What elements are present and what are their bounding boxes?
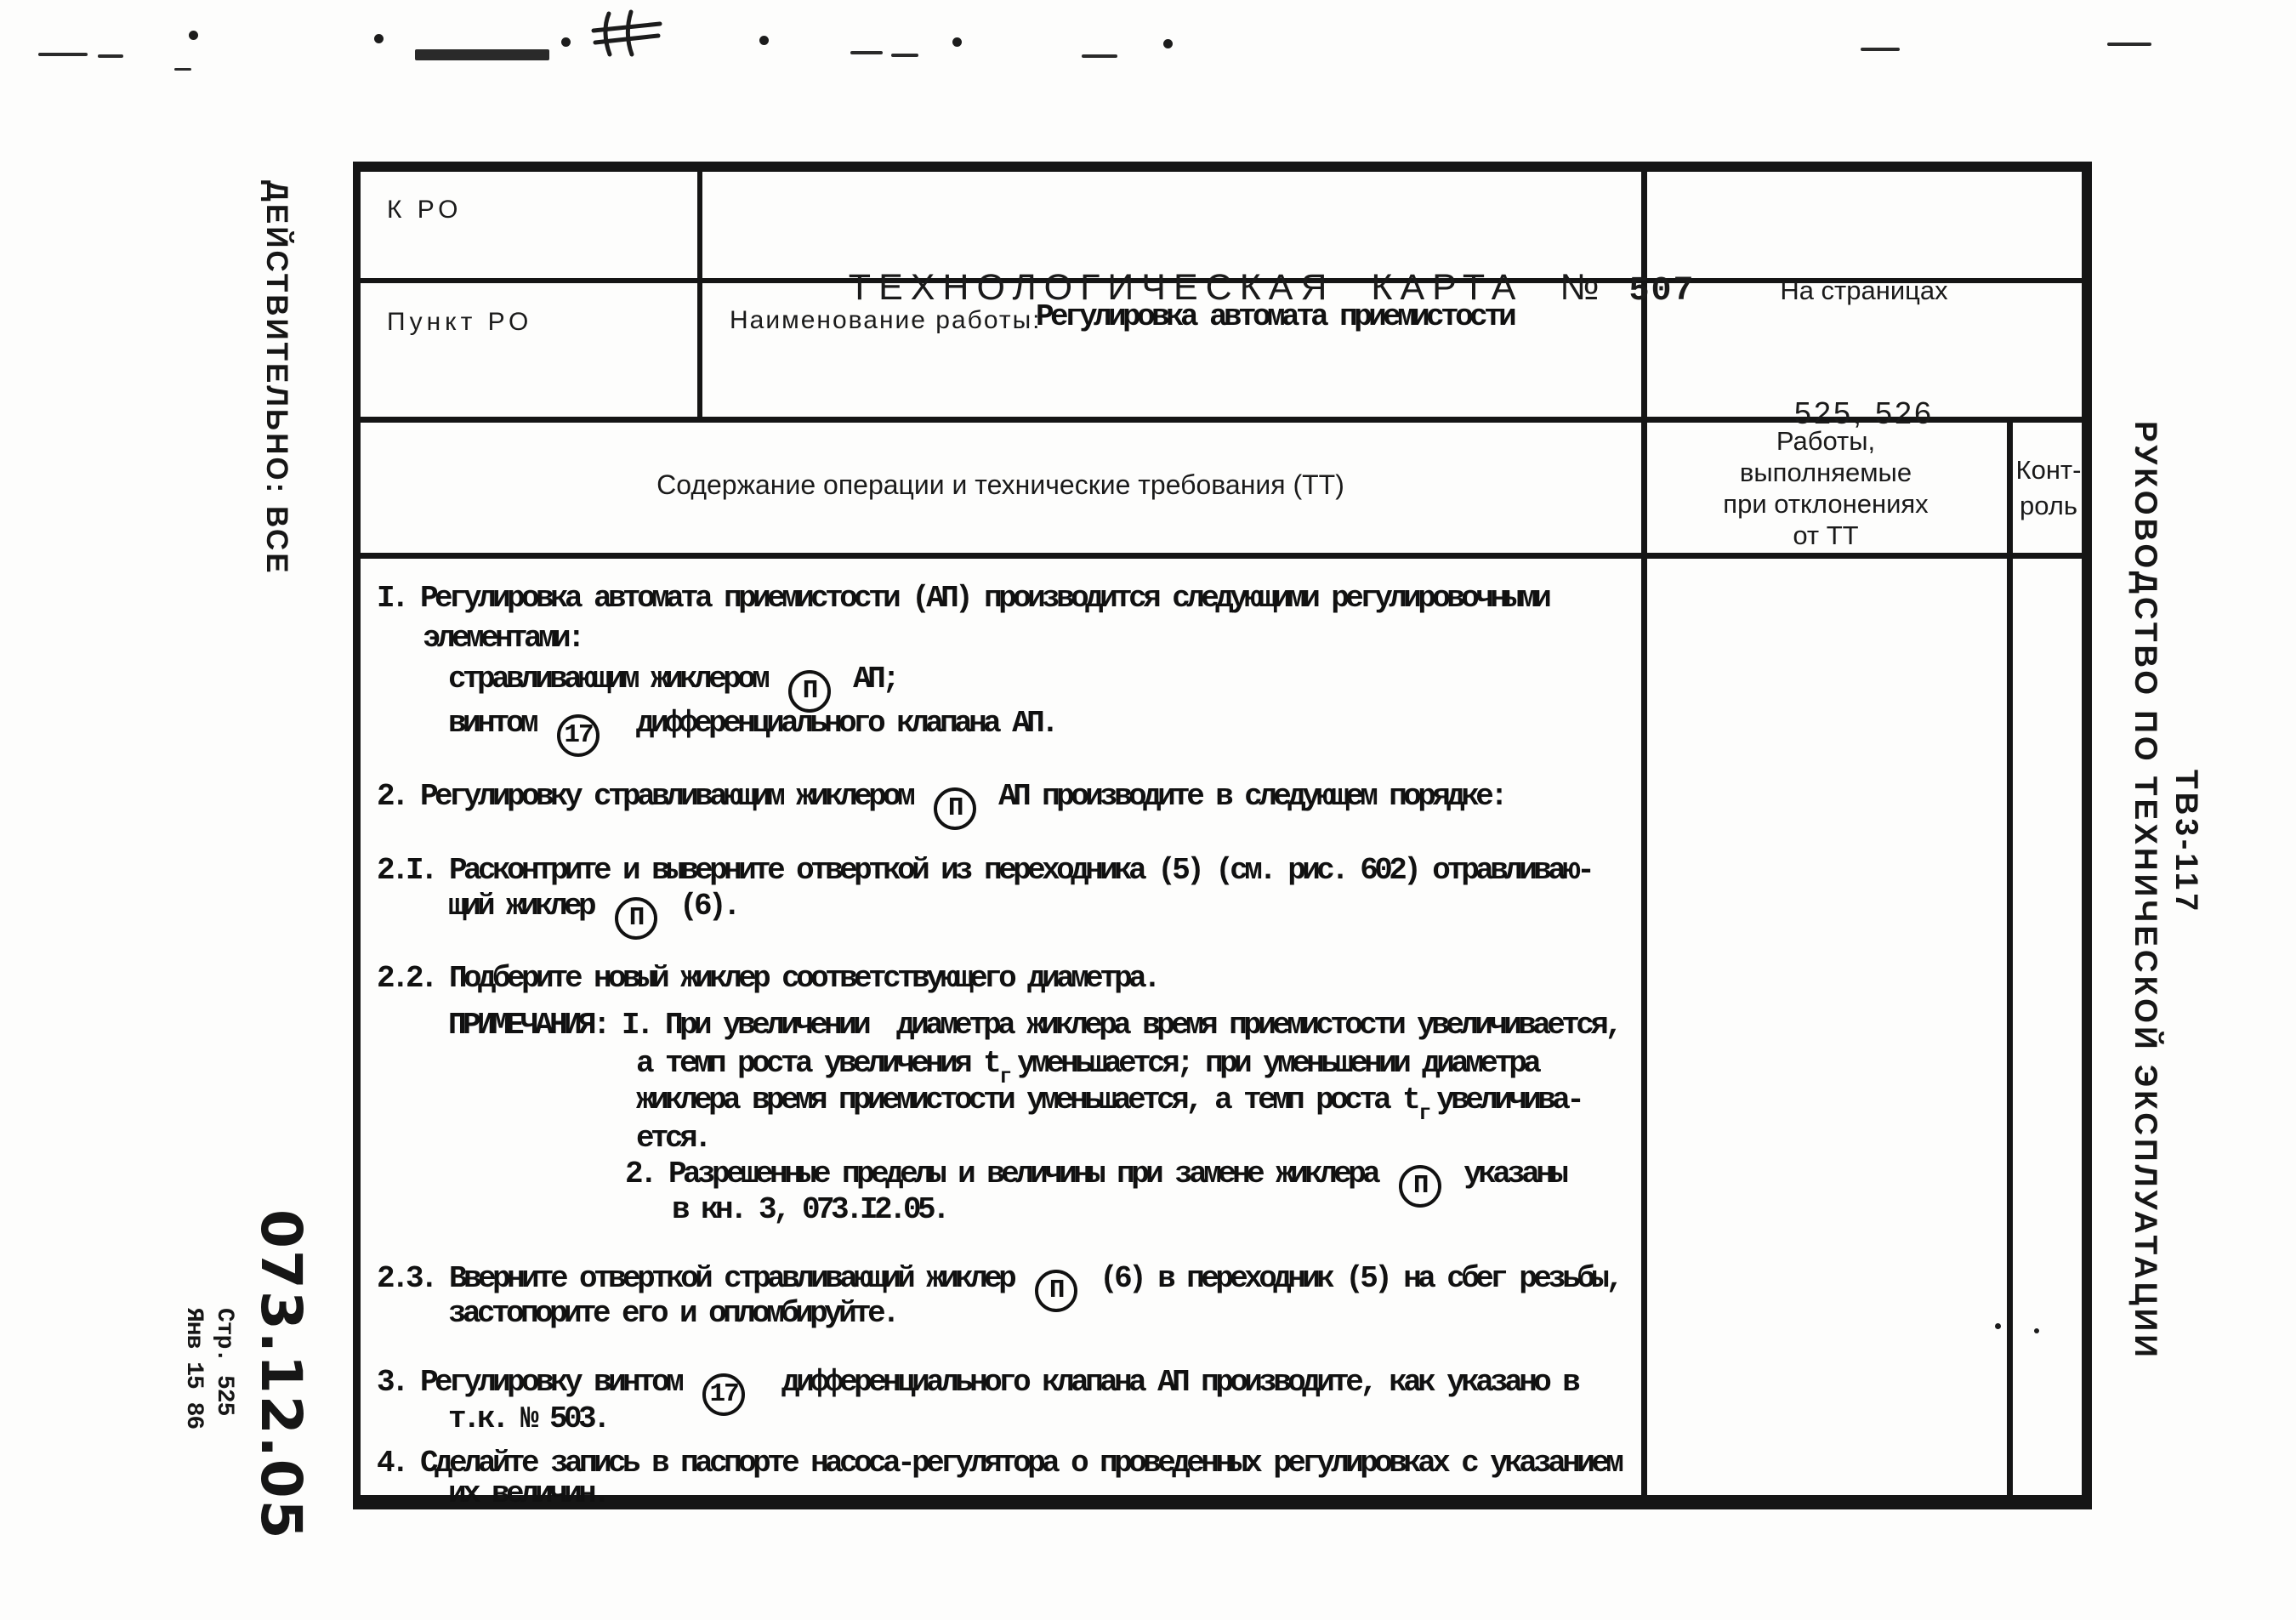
text-run: уменьшается; при уменьшении диаметра [1017, 1046, 1538, 1081]
text-run: 2.3. Вверните отверткой стравливающий жиклер [377, 1261, 1028, 1296]
table-border-top [353, 162, 2092, 172]
text-run: их величин. [448, 1476, 608, 1511]
table-border-left [353, 162, 361, 1509]
content-line [448, 1008, 1619, 1043]
circled-callout: П [1035, 1270, 1077, 1312]
circled-callout: П [615, 897, 657, 940]
content-line [377, 1446, 1620, 1481]
scan-dash [38, 53, 88, 56]
text-run: стравливающим жиклером [448, 662, 781, 696]
text-run: увеличива- [1436, 1083, 1582, 1117]
content-line [448, 1476, 607, 1511]
content-line [377, 853, 1591, 888]
scan-dot [189, 31, 198, 40]
scan-dash [2107, 43, 2151, 46]
table-border-bottom [353, 1495, 2092, 1509]
stamp-engine-model: ТВ3-117 [2169, 770, 2204, 914]
text-run: дифференциального клапана АП. [607, 706, 1056, 741]
circled-callout: П [1399, 1165, 1441, 1208]
card-title-number: 507 [1628, 272, 1696, 310]
stamp-manual-title: РУКОВОДСТВО ПО ТЕХНИЧЕСКОЙ ЭКСПЛУАТАЦИИ [2128, 421, 2163, 1361]
circled-callout: П [934, 787, 976, 830]
column-header-line: от ТТ [1793, 520, 1859, 550]
subscript: г [999, 1065, 1013, 1089]
column-header-deviations [1647, 425, 2004, 551]
scan-dash [891, 54, 918, 57]
subscript: г [1418, 1101, 1432, 1126]
content-line [448, 1296, 896, 1331]
stamp-doc-number: 073.12.05 [248, 1209, 314, 1541]
column-header-control [2009, 452, 2088, 524]
stamp-date: Янв 15 86 [180, 1308, 207, 1430]
content-line [448, 1401, 607, 1436]
column-header-line: Работы, [1776, 426, 1876, 456]
text-run: 4. Сделайте запись в паспорте насоса-регулятора о проведенных регулировках с указанием [377, 1446, 1621, 1481]
column-header-content: Содержание операции и технические требования (ТТ) [656, 469, 1344, 500]
circled-callout: 17 [702, 1373, 745, 1416]
text-run: ПРИМЕЧАНИЯ: I. При увеличении диаметра жиклера время приемистости увеличивается, [448, 1008, 1620, 1043]
column-header-line: выполняемые [1739, 458, 1912, 487]
pages-value: 525, 526 [1793, 395, 1935, 430]
text-run: щий жиклер [448, 889, 608, 924]
table-rule-main-col [1641, 162, 1647, 1509]
table-border-right [2082, 162, 2092, 1509]
scan-dot [952, 37, 962, 47]
text-run: (6). [665, 889, 738, 924]
content-line [636, 1121, 708, 1156]
scan-dash [174, 68, 191, 71]
stamp-validity: ДЕЙСТВИТЕЛЬНО: ВСЕ [260, 180, 293, 576]
text-run: 3. Регулировку винтом [377, 1365, 696, 1400]
scan-dot [561, 37, 571, 47]
pages-label: На страницах [1780, 276, 1948, 305]
column-header-line: Конт- [2015, 455, 2082, 485]
text-run: винтом [448, 706, 550, 741]
scan-dot [759, 36, 769, 45]
text-run: 2.2. Подберите новый жиклер соответствующего диаметра. [377, 961, 1158, 996]
cell-point-ro: Пункт РО [387, 308, 533, 336]
content-line [377, 961, 1157, 996]
scan-dash [850, 51, 883, 54]
text-run: 2. Разрешенные пределы и величины при замене жиклера [625, 1157, 1392, 1191]
text-run: 2. Регулировку стравливающим жиклером [377, 779, 927, 814]
handwritten-mark [588, 7, 667, 60]
work-name-label: Наименование работы: [730, 306, 1042, 334]
table-rule-ctrl-col [2007, 417, 2013, 1509]
content-line [448, 706, 1055, 757]
scan-dash [415, 49, 549, 60]
cell-to-ro: К РО [387, 196, 463, 224]
text-run: 2.I. Расконтрите и выверните отверткой из переходника (5) (см. рис. 602) отравливаю- [377, 853, 1592, 888]
text-run: указаны [1449, 1157, 1566, 1191]
text-run: ется. [636, 1121, 709, 1156]
content-line [448, 889, 737, 940]
content-line [448, 662, 896, 713]
scan-dot [2034, 1328, 2039, 1333]
text-run: I. Регулировка автомата приемистости (АП) производится следующими регулировочными [377, 581, 1549, 616]
text-run: застопорите его и опломбируйте. [448, 1296, 897, 1331]
table-rule-header [353, 553, 2092, 559]
text-run: элементами: [423, 621, 583, 656]
text-run: АП; [838, 662, 897, 696]
text-run: в кн. 3, 073.I2.05. [672, 1192, 947, 1227]
circled-callout: П [788, 670, 831, 713]
column-header-line: при отклонениях [1723, 489, 1929, 519]
scan-dash [1082, 54, 1117, 58]
content-line [377, 779, 1504, 830]
circled-callout: 17 [557, 714, 600, 757]
card-title-label: ТЕХНОЛОГИЧЕСКАЯ КАРТА № [848, 267, 1607, 308]
scan-dot [374, 34, 384, 43]
scan-dot [1995, 1323, 2001, 1329]
text-run: т.к. № 503. [448, 1401, 608, 1436]
content-line [672, 1192, 946, 1227]
scan-dash [98, 54, 123, 58]
column-header-line: роль [2019, 491, 2078, 520]
content-line [377, 581, 1548, 616]
text-run: жиклера время приемистости уменьшается, а темп роста t [636, 1083, 1418, 1117]
content-line [636, 1083, 1581, 1126]
text-run: а темп роста увеличения t [636, 1046, 998, 1081]
scan-dash [1861, 48, 1900, 51]
text-run: дифференциального клапана АП производите, как указано в [753, 1365, 1577, 1400]
content-line [423, 621, 582, 656]
work-name-value: Регулировка автомата приемистости [1036, 299, 1514, 334]
scan-dot [1163, 39, 1173, 48]
stamp-page-number: Стр. 525 [211, 1308, 237, 1416]
text-run: (6) в переходник (5) на сбег резьбы, [1085, 1261, 1621, 1296]
text-run: АП производите в следующем порядке: [984, 779, 1505, 814]
